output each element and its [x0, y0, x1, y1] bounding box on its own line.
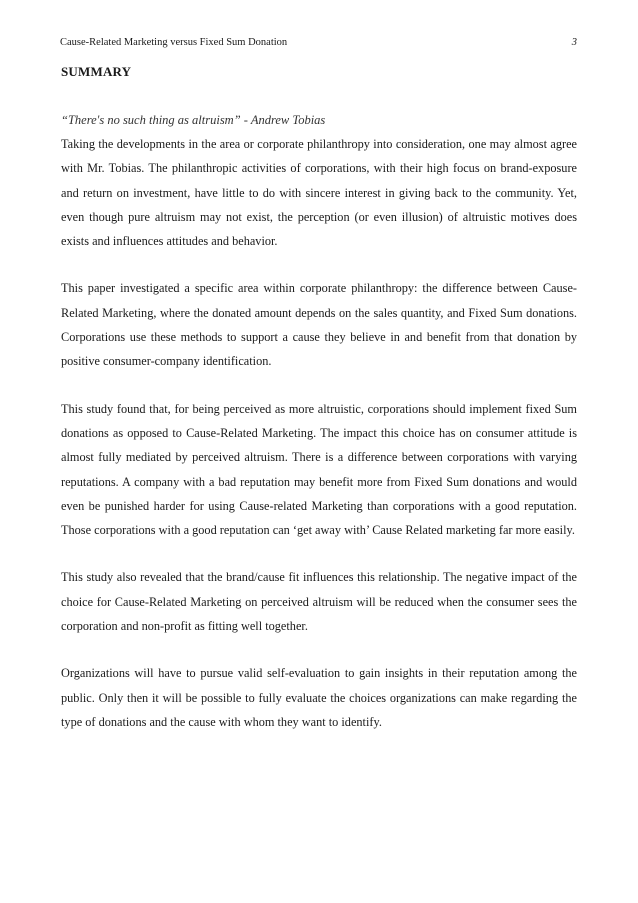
page-body [61, 62, 577, 734]
body-paragraph: This study also revealed that the brand/cause fit influences this relationship. The negative impact of the choice for Cause-Related Marketing on perceived altruism will be reduced when the consumer sees the corporation and non-profit as fitting well together. [61, 570, 577, 634]
body-paragraph: This study found that, for being perceived as more altruistic, corporations should implement fixed Sum donations as opposed to Cause-Related Marketing. The impact this choice has on consumer attitude is almost fully mediated by perceived altruism. There is a difference between corporations with varying reputations. A company with a bad reputation may benefit more from Fixed Sum donations and would even be punished harder for using Cause-related Marketing than corporations with a good reputation. Those corporations with a good reputation can ‘get away with’ Cause Related marketing far more easily. [61, 401, 577, 538]
page-header [60, 35, 577, 51]
body-paragraph: Taking the developments in the area or corporate philanthropy into consideration, one may almost agree with Mr. Tobias. The philanthropic activities of corporations, with their high focus on brand-exposure and return on investment, have little to do with sincere interest in giving back to the community. Yet, even though pure altruism may not exist, the perception (or even illusion) of altruistic motives does exists and influences attitudes and behavior. [61, 137, 577, 249]
running-title: Cause-Related Marketing versus Fixed Sum Donation [60, 37, 288, 48]
body-paragraph: Organizations will have to pursue valid self-evaluation to gain insights in their reputation among the public. Only then it will be possible to fully evaluate the choices organizations can make regarding the type of donations and the cause with whom they want to identify. [61, 666, 577, 729]
body-paragraph: This paper investigated a specific area within corporate philanthropy: the difference between Cause-Related Marketing, where the donated amount depends on the sales quantity, and Fixed Sum donations. Corporations use these methods to support a cause they believe in and benefit from that donation by positive consumer-company identification. [61, 281, 577, 369]
epigraph-quote: “There's no such thing as altruism” - Andrew Tobias [61, 113, 326, 127]
page-number: 3 [571, 37, 577, 48]
section-heading: SUMMARY [61, 64, 132, 79]
